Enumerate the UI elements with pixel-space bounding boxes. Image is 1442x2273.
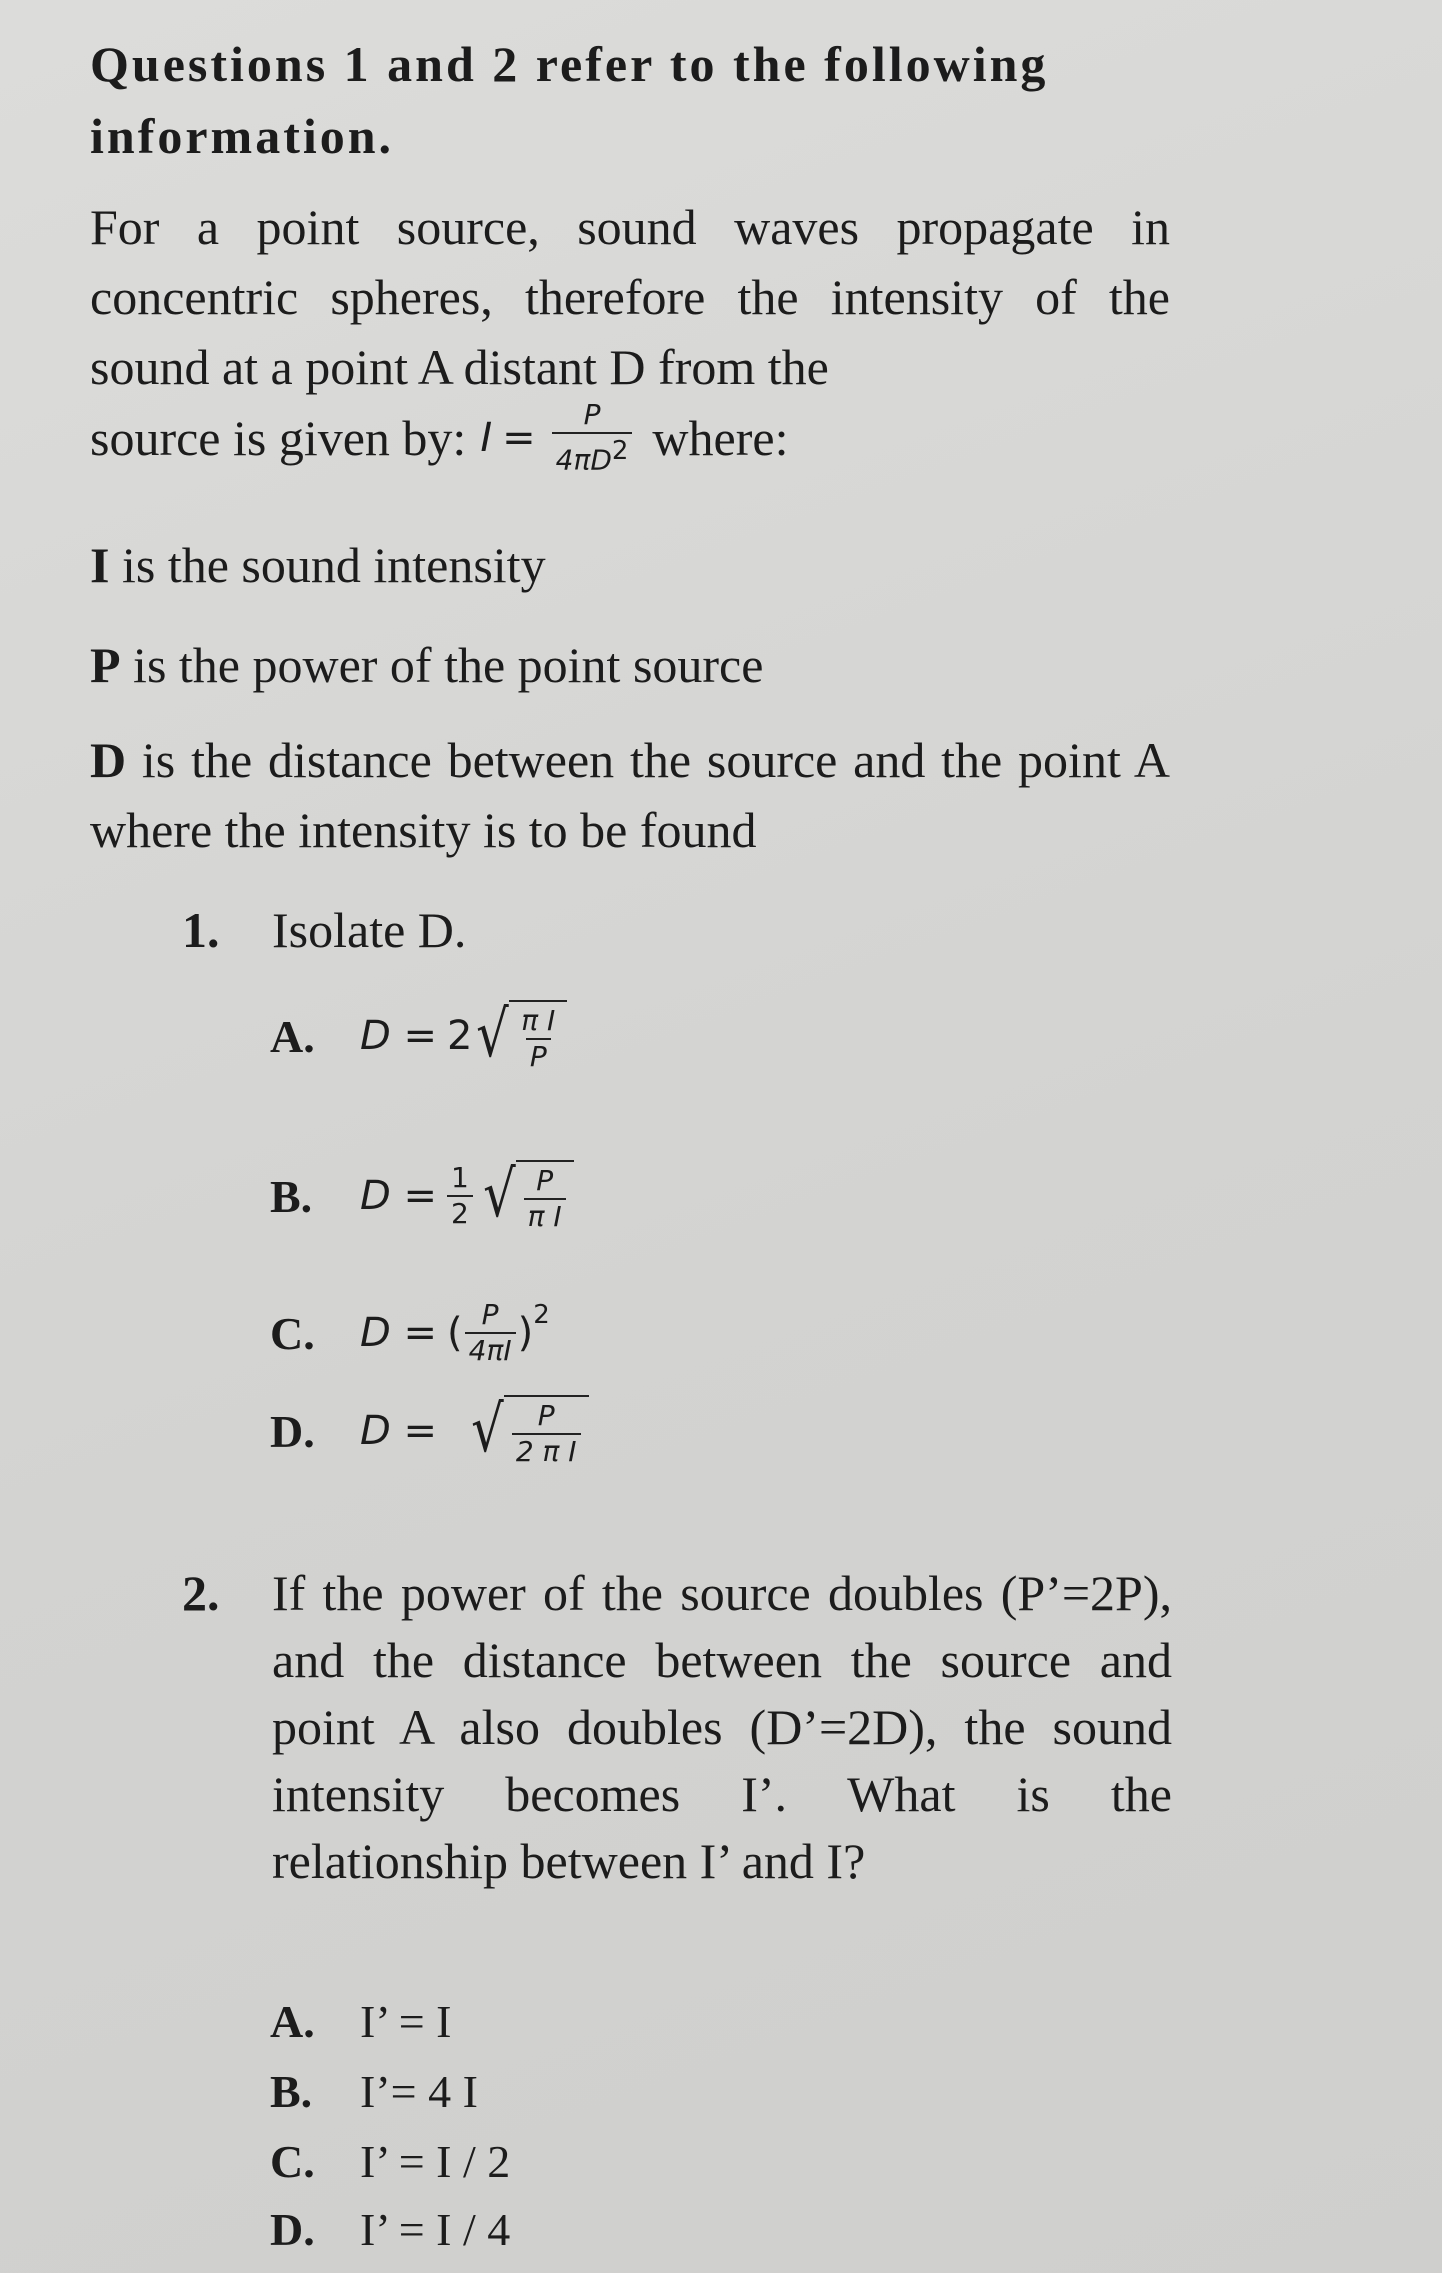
formula-denominator — [552, 432, 633, 475]
definition-text: is the power of the point source — [120, 637, 764, 693]
expr-fraction — [512, 1401, 581, 1467]
expr-fraction — [465, 1300, 516, 1366]
expr-fraction — [524, 1166, 566, 1232]
option-label: C. — [270, 1307, 315, 1359]
definition-p — [90, 630, 1170, 700]
q2-option-c[interactable] — [270, 2132, 510, 2192]
option-label: D. — [270, 2204, 315, 2255]
intensity-formula-line — [90, 400, 788, 475]
option-label: B. — [270, 1170, 313, 1222]
option-value: I’ = I — [360, 1996, 452, 2047]
definition-text: is the sound intensity — [109, 537, 546, 593]
option-expression — [360, 1160, 574, 1232]
radicand — [516, 1160, 574, 1232]
definition-symbol: D — [90, 732, 127, 788]
expr-denominator: π I — [524, 1198, 566, 1232]
square-root — [467, 1395, 589, 1467]
option-expression — [360, 1000, 567, 1072]
expr-lhs: D = — [360, 1173, 438, 1219]
radical-sign: √ — [476, 998, 510, 1072]
q1-option-b[interactable] — [270, 1160, 574, 1232]
square-root — [472, 1000, 567, 1072]
expr-fraction — [517, 1006, 559, 1072]
open-paren: ( — [447, 1310, 463, 1356]
q1-option-d[interactable] — [270, 1395, 589, 1467]
question-number: 1. — [182, 902, 220, 958]
definition-i — [90, 530, 1170, 600]
formula-den-base: 4πD — [555, 443, 612, 477]
expr-lhs: D = — [360, 1013, 438, 1059]
formula-prefix: source is given by: — [90, 409, 467, 466]
option-value: I’ = I / 4 — [360, 2204, 511, 2255]
expr-exponent: 2 — [533, 1300, 550, 1330]
option-value: I’ = I / 2 — [360, 2136, 511, 2187]
coefficient-denominator: 2 — [447, 1195, 473, 1229]
question-number: 2. — [182, 1565, 220, 1621]
expr-denominator: 2 π I — [512, 1433, 581, 1467]
q1-option-a[interactable] — [270, 1000, 567, 1072]
formula-fraction — [552, 400, 633, 475]
question-prompt: Isolate D. — [272, 902, 467, 958]
expr-numerator: P — [537, 1399, 555, 1432]
q1-option-c[interactable] — [270, 1300, 550, 1366]
close-paren: ) — [517, 1310, 534, 1356]
definition-symbol: P — [90, 637, 121, 693]
expr-numerator: P — [481, 1298, 499, 1331]
option-value: I’= 4 I — [360, 2066, 478, 2117]
expr-numerator: P — [536, 1164, 554, 1197]
section-heading: Questions 1 and 2 refer to the following information. — [90, 36, 1049, 164]
expr-lhs: D = — [360, 1310, 438, 1356]
definition-symbol: I — [90, 537, 110, 593]
option-expression — [360, 1395, 589, 1467]
formula-lhs: I — [480, 414, 493, 461]
intro-paragraph: For a point source, sound waves propagate in concentric spheres, therefore the intensity of the sound at a point A distant D from the — [90, 199, 1170, 395]
option-label: A. — [270, 1996, 315, 2047]
q2-option-b[interactable] — [270, 2062, 478, 2122]
intensity-formula — [480, 400, 638, 475]
definition-text: is the distance between the source and the point A where the intensity is to be found — [90, 732, 1170, 858]
option-label: D. — [270, 1405, 315, 1457]
coefficient-numerator: 1 — [451, 1161, 469, 1194]
expr-denominator: P — [526, 1038, 551, 1072]
q2-option-d[interactable] — [270, 2200, 510, 2260]
radical-sign: √ — [482, 1158, 516, 1232]
question-prompt: If the power of the source doubles (P’=2P), and the distance between the source and point A also doubles (D’=2D), the sound intensity becomes I’. What is the relationship between I’ and I? — [272, 1565, 1172, 1889]
question-1-heading — [182, 895, 466, 965]
definition-d — [90, 725, 1170, 865]
formula-suffix: where: — [652, 409, 789, 466]
expr-lhs: D = — [360, 1408, 438, 1454]
expr-numerator: π I — [521, 1004, 556, 1037]
option-label: B. — [270, 2066, 313, 2117]
coefficient-fraction — [447, 1163, 473, 1229]
option-expression — [360, 1300, 550, 1366]
q2-option-a[interactable] — [270, 1992, 451, 2052]
formula-equals: = — [502, 414, 536, 461]
radical-sign: √ — [471, 1393, 504, 1467]
square-root — [479, 1160, 574, 1232]
radicand — [509, 1000, 567, 1072]
expr-coefficient: 2 — [447, 1013, 473, 1059]
radicand — [504, 1395, 589, 1467]
option-label: A. — [270, 1010, 315, 1062]
formula-numerator: P — [583, 398, 601, 431]
option-label: C. — [270, 2136, 315, 2187]
formula-den-exponent: 2 — [611, 436, 629, 466]
expr-denominator: 4πI — [465, 1332, 516, 1366]
